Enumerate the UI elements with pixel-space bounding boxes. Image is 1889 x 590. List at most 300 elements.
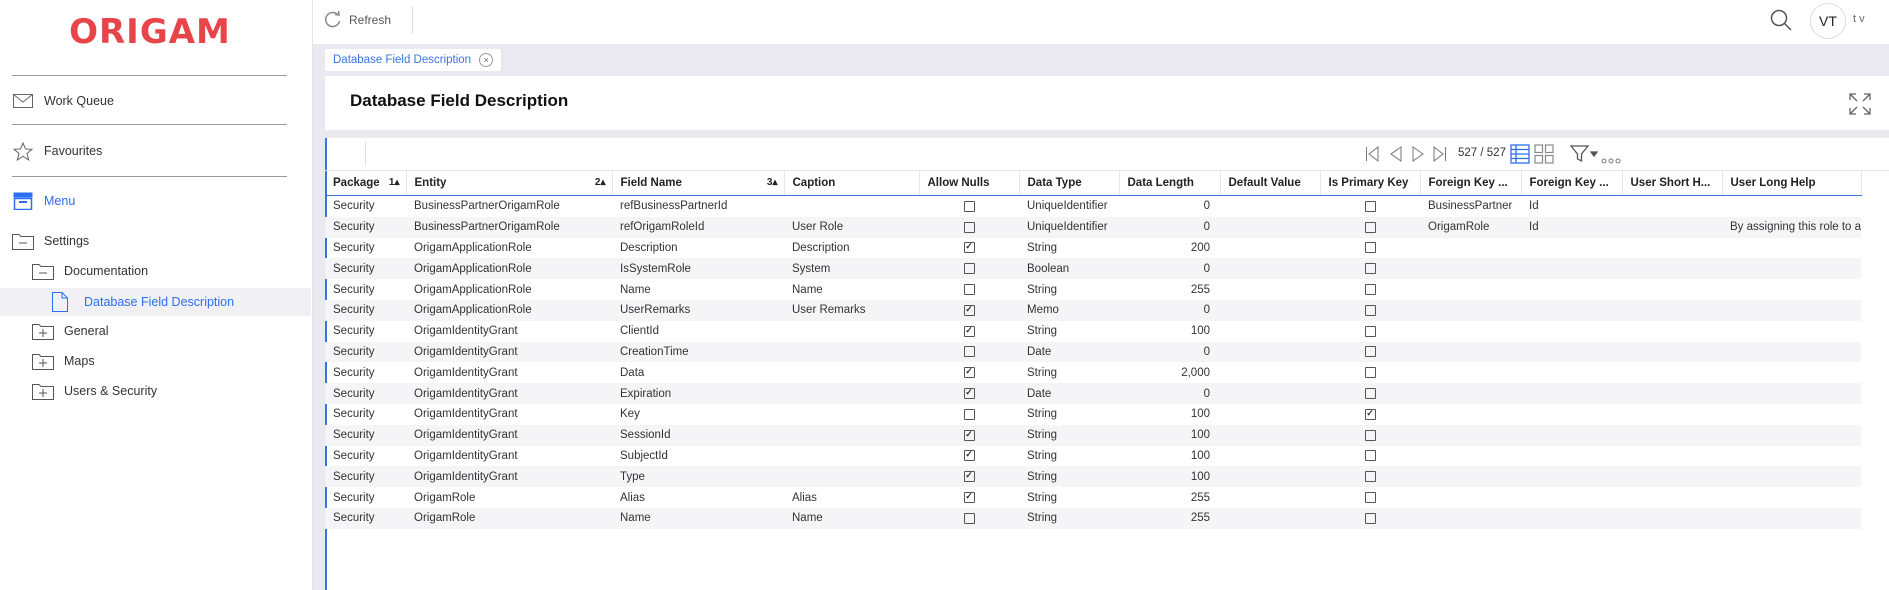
- allow-nulls-cell[interactable]: [919, 487, 1019, 508]
- cell-entity[interactable]: OrigamIdentityGrant: [414, 449, 518, 462]
- allow-nulls-cell[interactable]: [919, 258, 1019, 279]
- cell-default-value[interactable]: [1220, 258, 1320, 279]
- cell-entity[interactable]: OrigamIdentityGrant: [414, 408, 518, 421]
- cell-foreign-key-entity[interactable]: [1420, 238, 1521, 259]
- cell-user-short-help[interactable]: [1622, 446, 1722, 467]
- allow-nulls-checkbox[interactable]: [964, 346, 975, 357]
- filter-icon[interactable]: [1570, 145, 1598, 166]
- cell-user-short-help[interactable]: [1622, 508, 1722, 529]
- column-header-entity[interactable]: [406, 171, 612, 196]
- cell-user-short-help[interactable]: [1622, 404, 1722, 425]
- table-row[interactable]: [325, 446, 1861, 467]
- allow-nulls-checkbox[interactable]: [964, 409, 975, 420]
- primary-key-checkbox[interactable]: [1365, 513, 1376, 524]
- cell-data-type[interactable]: String: [1027, 408, 1058, 421]
- cell-data-length[interactable]: 255: [1190, 283, 1210, 296]
- cell-entity[interactable]: OrigamApplicationRole: [414, 283, 532, 296]
- column-header-field-name[interactable]: [612, 171, 784, 196]
- cell-default-value[interactable]: [1220, 217, 1320, 238]
- cell-foreign-key-field[interactable]: [1521, 404, 1622, 425]
- cell-package[interactable]: Security: [325, 466, 406, 487]
- cell-caption[interactable]: [784, 425, 919, 446]
- table-row[interactable]: [325, 217, 1861, 238]
- column-header-foreign-key-field[interactable]: [1521, 171, 1622, 196]
- primary-key-cell[interactable]: [1320, 404, 1420, 425]
- cell-default-value[interactable]: [1220, 362, 1320, 383]
- allow-nulls-checkbox[interactable]: [964, 201, 975, 212]
- cell-data-length[interactable]: 0: [1119, 217, 1220, 238]
- sidebar-divider: [12, 75, 287, 76]
- cell-caption[interactable]: Alias: [792, 491, 817, 504]
- cell-foreign-key-entity[interactable]: [1420, 404, 1521, 425]
- allow-nulls-checkbox[interactable]: [964, 305, 975, 316]
- cell-package[interactable]: Security: [333, 241, 375, 254]
- cell-user-short-help[interactable]: [1622, 487, 1722, 508]
- cell-package[interactable]: Security: [333, 283, 375, 296]
- cell-user-short-help[interactable]: [1622, 217, 1722, 238]
- cell-entity[interactable]: OrigamIdentityGrant: [406, 466, 612, 487]
- cell-caption[interactable]: System: [784, 258, 919, 279]
- primary-key-checkbox[interactable]: [1365, 346, 1376, 357]
- table-row[interactable]: [325, 279, 1861, 300]
- primary-key-checkbox[interactable]: [1365, 263, 1376, 274]
- cell-foreign-key-field[interactable]: [1521, 300, 1622, 321]
- cell-data-type[interactable]: UniqueIdentifier: [1019, 217, 1119, 238]
- cell-default-value[interactable]: [1220, 425, 1320, 446]
- cell-caption[interactable]: Description: [792, 241, 850, 254]
- cell-data-length[interactable]: 255: [1119, 508, 1220, 529]
- cell-entity[interactable]: OrigamIdentityGrant: [406, 425, 612, 446]
- cell-entity[interactable]: OrigamApplicationRole: [406, 300, 612, 321]
- cell-field-name[interactable]: CreationTime: [612, 342, 784, 363]
- next-record-icon[interactable]: [1410, 146, 1426, 165]
- cell-entity[interactable]: OrigamApplicationRole: [414, 241, 532, 254]
- cell-field-name[interactable]: SubjectId: [620, 449, 668, 462]
- tree-item-general[interactable]: [32, 318, 108, 344]
- cell-data-type[interactable]: String: [1019, 466, 1119, 487]
- cell-package[interactable]: Security: [325, 217, 406, 238]
- allow-nulls-checkbox[interactable]: [964, 513, 975, 524]
- cell-user-short-help[interactable]: [1622, 196, 1722, 217]
- allow-nulls-checkbox[interactable]: [964, 326, 975, 337]
- app-logo[interactable]: ORIGAM: [69, 12, 231, 52]
- primary-key-cell[interactable]: [1320, 258, 1420, 279]
- cell-foreign-key-entity[interactable]: OrigamRole: [1420, 217, 1521, 238]
- cell-default-value[interactable]: [1220, 383, 1320, 404]
- allow-nulls-cell[interactable]: [919, 446, 1019, 467]
- cell-default-value[interactable]: [1220, 466, 1320, 487]
- cell-data-type[interactable]: String: [1027, 491, 1058, 504]
- cell-foreign-key-field[interactable]: [1521, 508, 1622, 529]
- cell-user-short-help[interactable]: [1622, 321, 1722, 342]
- cell-field-name[interactable]: Alias: [620, 491, 645, 504]
- cell-user-short-help[interactable]: [1622, 238, 1722, 259]
- table-row[interactable]: [325, 258, 1861, 279]
- column-header-data-length[interactable]: [1119, 171, 1220, 196]
- primary-key-cell[interactable]: [1320, 217, 1420, 238]
- cell-foreign-key-field[interactable]: [1521, 258, 1622, 279]
- cell-user-long-help[interactable]: [1722, 487, 1861, 508]
- allow-nulls-cell[interactable]: [919, 342, 1019, 363]
- more-options-icon[interactable]: [1601, 153, 1621, 167]
- column-header-is-primary-key[interactable]: [1320, 171, 1420, 196]
- cell-foreign-key-field[interactable]: Id: [1529, 200, 1539, 213]
- cell-entity[interactable]: BusinessPartnerOrigamRole: [414, 200, 560, 213]
- primary-key-checkbox[interactable]: [1365, 409, 1376, 420]
- cell-user-short-help[interactable]: [1622, 279, 1722, 300]
- allow-nulls-checkbox[interactable]: [964, 284, 975, 295]
- cell-field-name[interactable]: Name: [620, 283, 651, 296]
- cell-user-long-help[interactable]: [1722, 362, 1861, 383]
- cell-data-type[interactable]: String: [1019, 508, 1119, 529]
- cell-data-type[interactable]: String: [1027, 449, 1058, 462]
- user-name[interactable]: t v: [1853, 13, 1865, 25]
- primary-key-checkbox[interactable]: [1365, 284, 1376, 295]
- column-header-data-type[interactable]: [1019, 171, 1119, 196]
- cell-default-value[interactable]: [1220, 446, 1320, 467]
- allow-nulls-cell[interactable]: [919, 508, 1019, 529]
- cell-entity[interactable]: OrigamIdentityGrant: [414, 366, 518, 379]
- sidebar-divider: [12, 124, 287, 125]
- table-row[interactable]: [325, 238, 1861, 259]
- allow-nulls-checkbox[interactable]: [964, 222, 975, 233]
- cell-field-name[interactable]: Data: [620, 366, 645, 379]
- cell-foreign-key-field[interactable]: [1521, 342, 1622, 363]
- cell-foreign-key-entity[interactable]: [1420, 425, 1521, 446]
- allow-nulls-checkbox[interactable]: [964, 367, 975, 378]
- data-grid: [325, 171, 1862, 529]
- cell-foreign-key-entity[interactable]: [1420, 300, 1521, 321]
- table-row[interactable]: [325, 362, 1861, 383]
- cell-data-length[interactable]: 100: [1190, 325, 1210, 338]
- primary-key-cell[interactable]: [1320, 383, 1420, 404]
- cell-field-name[interactable]: UserRemarks: [612, 300, 784, 321]
- allow-nulls-checkbox[interactable]: [964, 388, 975, 399]
- cell-caption[interactable]: [784, 383, 919, 404]
- cell-caption[interactable]: User Role: [784, 217, 919, 238]
- column-header-user-long-help[interactable]: [1722, 171, 1861, 196]
- cell-package[interactable]: Security: [325, 258, 406, 279]
- cell-foreign-key-field[interactable]: [1521, 487, 1622, 508]
- cell-caption[interactable]: [784, 466, 919, 487]
- cell-entity[interactable]: OrigamRole: [406, 508, 612, 529]
- cell-field-name[interactable]: IsSystemRole: [612, 258, 784, 279]
- cell-caption[interactable]: [784, 362, 919, 383]
- cell-foreign-key-entity[interactable]: [1420, 321, 1521, 342]
- cell-package[interactable]: Security: [325, 508, 406, 529]
- cell-user-long-help[interactable]: [1722, 300, 1861, 321]
- sidebar-item-favourites[interactable]: [12, 137, 102, 165]
- cell-user-short-help[interactable]: [1622, 300, 1722, 321]
- cell-foreign-key-entity[interactable]: [1420, 508, 1521, 529]
- cell-entity[interactable]: OrigamIdentityGrant: [414, 325, 518, 338]
- table-row[interactable]: [325, 404, 1861, 425]
- cell-default-value[interactable]: [1220, 196, 1320, 217]
- toolbar-divider: [365, 142, 366, 166]
- primary-key-cell[interactable]: [1320, 321, 1420, 342]
- allow-nulls-cell[interactable]: [919, 238, 1019, 259]
- cell-field-name[interactable]: ClientId: [620, 325, 659, 338]
- cell-default-value[interactable]: [1220, 404, 1320, 425]
- allow-nulls-cell[interactable]: [919, 404, 1019, 425]
- allow-nulls-checkbox[interactable]: [964, 492, 975, 503]
- table-row[interactable]: [325, 487, 1861, 508]
- cell-package[interactable]: Security: [333, 366, 375, 379]
- cell-default-value[interactable]: [1220, 300, 1320, 321]
- cell-caption[interactable]: User Remarks: [784, 300, 919, 321]
- table-row[interactable]: [325, 383, 1861, 404]
- cell-entity[interactable]: OrigamApplicationRole: [406, 258, 612, 279]
- cell-package[interactable]: Security: [325, 300, 406, 321]
- cell-entity[interactable]: OrigamIdentityGrant: [406, 342, 612, 363]
- cell-user-long-help[interactable]: [1722, 383, 1861, 404]
- cell-data-length[interactable]: 0: [1119, 300, 1220, 321]
- cell-data-type[interactable]: String: [1019, 425, 1119, 446]
- cell-user-long-help[interactable]: [1722, 404, 1861, 425]
- cell-foreign-key-entity[interactable]: [1420, 487, 1521, 508]
- cell-caption[interactable]: [784, 342, 919, 363]
- cell-user-long-help[interactable]: By assigning this role to a: [1722, 217, 1861, 238]
- cell-user-long-help[interactable]: [1722, 466, 1861, 487]
- cell-user-long-help[interactable]: [1722, 279, 1861, 300]
- refresh-button[interactable]: [323, 8, 391, 32]
- fullscreen-icon[interactable]: [1849, 93, 1871, 118]
- cell-user-long-help[interactable]: [1722, 446, 1861, 467]
- cell-package[interactable]: Security: [333, 200, 375, 213]
- allow-nulls-cell[interactable]: [919, 425, 1019, 446]
- table-row[interactable]: [325, 508, 1861, 529]
- cell-user-short-help[interactable]: [1622, 383, 1722, 404]
- table-row[interactable]: [325, 425, 1861, 446]
- cell-user-short-help[interactable]: [1622, 258, 1722, 279]
- cell-field-name[interactable]: refBusinessPartnerId: [620, 200, 728, 213]
- cell-caption[interactable]: Name: [784, 508, 919, 529]
- cell-foreign-key-entity[interactable]: [1420, 446, 1521, 467]
- primary-key-checkbox[interactable]: [1365, 201, 1376, 212]
- cell-package[interactable]: Security: [325, 425, 406, 446]
- cell-user-long-help[interactable]: [1722, 238, 1861, 259]
- user-avatar[interactable]: VT: [1810, 3, 1846, 39]
- column-header-allow-nulls[interactable]: [919, 171, 1019, 196]
- table-row[interactable]: [325, 300, 1861, 321]
- cell-package[interactable]: Security: [333, 325, 375, 338]
- close-icon[interactable]: ×: [479, 53, 493, 67]
- cell-foreign-key-entity[interactable]: [1420, 279, 1521, 300]
- cell-field-name[interactable]: Name: [612, 508, 784, 529]
- cell-default-value[interactable]: [1220, 342, 1320, 363]
- sidebar-item-menu[interactable]: [12, 187, 75, 215]
- cell-default-value[interactable]: [1220, 321, 1320, 342]
- primary-key-cell[interactable]: [1320, 196, 1420, 217]
- allow-nulls-cell[interactable]: [919, 300, 1019, 321]
- column-header-user-short-help[interactable]: [1622, 171, 1722, 196]
- table-row[interactable]: [325, 321, 1861, 342]
- cell-foreign-key-field[interactable]: [1521, 466, 1622, 487]
- cell-user-short-help[interactable]: [1622, 425, 1722, 446]
- tree-item-documentation[interactable]: [32, 258, 148, 284]
- table-row[interactable]: [325, 466, 1861, 487]
- primary-key-cell[interactable]: [1320, 425, 1420, 446]
- cell-user-short-help[interactable]: [1622, 342, 1722, 363]
- allow-nulls-cell[interactable]: [919, 466, 1019, 487]
- primary-key-checkbox[interactable]: [1365, 450, 1376, 461]
- primary-key-checkbox[interactable]: [1365, 222, 1376, 233]
- primary-key-checkbox[interactable]: [1365, 305, 1376, 316]
- previous-record-icon[interactable]: [1388, 146, 1404, 165]
- cell-data-length[interactable]: 100: [1190, 449, 1210, 462]
- allow-nulls-checkbox[interactable]: [964, 471, 975, 482]
- cell-data-length[interactable]: 100: [1119, 425, 1220, 446]
- primary-key-cell[interactable]: [1320, 508, 1420, 529]
- cell-entity[interactable]: OrigamIdentityGrant: [406, 383, 612, 404]
- cell-foreign-key-entity[interactable]: [1420, 383, 1521, 404]
- cell-user-long-help[interactable]: [1722, 342, 1861, 363]
- sort-order: 2: [594, 177, 601, 188]
- primary-key-checkbox[interactable]: [1365, 471, 1376, 482]
- cell-foreign-key-field[interactable]: Id: [1521, 217, 1622, 238]
- cell-default-value[interactable]: [1220, 487, 1320, 508]
- cell-data-length[interactable]: 0: [1119, 258, 1220, 279]
- cell-user-long-help[interactable]: [1722, 321, 1861, 342]
- cell-foreign-key-entity[interactable]: [1420, 258, 1521, 279]
- allow-nulls-cell[interactable]: [919, 196, 1019, 217]
- cell-foreign-key-field[interactable]: [1521, 425, 1622, 446]
- cell-foreign-key-entity[interactable]: BusinessPartner: [1428, 200, 1513, 213]
- primary-key-cell[interactable]: [1320, 466, 1420, 487]
- allow-nulls-checkbox[interactable]: [964, 263, 975, 274]
- column-header-foreign-key-entity[interactable]: [1420, 171, 1521, 196]
- cell-field-name[interactable]: refOrigamRoleId: [612, 217, 784, 238]
- cell-user-short-help[interactable]: [1622, 466, 1722, 487]
- cell-package[interactable]: Security: [325, 342, 406, 363]
- cell-caption[interactable]: [784, 404, 919, 425]
- cell-data-length[interactable]: 100: [1119, 466, 1220, 487]
- cell-data-type[interactable]: UniqueIdentifier: [1027, 200, 1108, 213]
- cell-default-value[interactable]: [1220, 279, 1320, 300]
- column-header-label: Is Primary Key: [1328, 177, 1409, 189]
- primary-key-cell[interactable]: [1320, 342, 1420, 363]
- allow-nulls-checkbox[interactable]: [964, 430, 975, 441]
- cell-foreign-key-field[interactable]: [1521, 238, 1622, 259]
- primary-key-cell[interactable]: [1320, 362, 1420, 383]
- primary-key-cell[interactable]: [1320, 238, 1420, 259]
- cell-caption[interactable]: [784, 196, 919, 217]
- cell-data-length[interactable]: 100: [1190, 408, 1210, 421]
- tree-item-database-field-description[interactable]: [52, 289, 234, 315]
- column-header-caption[interactable]: [784, 171, 919, 196]
- search-icon[interactable]: [1769, 8, 1793, 35]
- cell-field-name[interactable]: Description: [620, 241, 678, 254]
- cell-package[interactable]: Security: [333, 408, 375, 421]
- cell-data-type[interactable]: Memo: [1019, 300, 1119, 321]
- cell-data-type[interactable]: Date: [1019, 383, 1119, 404]
- tree-item-settings[interactable]: [12, 228, 89, 254]
- table-row[interactable]: [325, 342, 1861, 363]
- cell-foreign-key-field[interactable]: [1521, 383, 1622, 404]
- allow-nulls-cell[interactable]: [919, 279, 1019, 300]
- primary-key-checkbox[interactable]: [1365, 430, 1376, 441]
- cell-caption[interactable]: [784, 321, 919, 342]
- cell-foreign-key-field[interactable]: [1521, 279, 1622, 300]
- cell-data-type[interactable]: String: [1027, 366, 1058, 379]
- cell-field-name[interactable]: Type: [612, 466, 784, 487]
- primary-key-checkbox[interactable]: [1365, 388, 1376, 399]
- cell-package[interactable]: Security: [333, 449, 375, 462]
- cell-package[interactable]: Security: [325, 383, 406, 404]
- cell-user-long-help[interactable]: [1722, 508, 1861, 529]
- cell-data-type[interactable]: String: [1027, 241, 1058, 254]
- primary-key-cell[interactable]: [1320, 487, 1420, 508]
- cell-data-type[interactable]: String: [1027, 325, 1058, 338]
- cell-default-value[interactable]: [1220, 238, 1320, 259]
- cell-data-length[interactable]: 2,000: [1181, 366, 1210, 379]
- primary-key-cell[interactable]: [1320, 300, 1420, 321]
- cell-field-name[interactable]: Key: [620, 408, 640, 421]
- cell-field-name[interactable]: Expiration: [612, 383, 784, 404]
- allow-nulls-cell[interactable]: [919, 383, 1019, 404]
- cell-user-long-help[interactable]: [1722, 258, 1861, 279]
- cell-user-long-help[interactable]: [1722, 425, 1861, 446]
- primary-key-checkbox[interactable]: [1365, 367, 1376, 378]
- cell-foreign-key-field[interactable]: [1521, 362, 1622, 383]
- cell-foreign-key-entity[interactable]: [1420, 342, 1521, 363]
- cell-foreign-key-entity[interactable]: [1420, 362, 1521, 383]
- cell-data-type[interactable]: Boolean: [1019, 258, 1119, 279]
- cell-user-short-help[interactable]: [1622, 362, 1722, 383]
- cell-user-long-help[interactable]: [1722, 196, 1861, 217]
- cell-field-name[interactable]: SessionId: [612, 425, 784, 446]
- cell-data-length[interactable]: 0: [1119, 383, 1220, 404]
- primary-key-cell[interactable]: [1320, 279, 1420, 300]
- first-record-icon[interactable]: [1364, 146, 1380, 165]
- cell-data-length[interactable]: 0: [1119, 342, 1220, 363]
- allow-nulls-cell[interactable]: [919, 362, 1019, 383]
- cell-foreign-key-field[interactable]: [1521, 446, 1622, 467]
- allow-nulls-cell[interactable]: [919, 217, 1019, 238]
- cell-entity[interactable]: BusinessPartnerOrigamRole: [406, 217, 612, 238]
- last-record-icon[interactable]: [1432, 146, 1448, 165]
- cell-data-length[interactable]: 0: [1203, 200, 1210, 213]
- primary-key-checkbox[interactable]: [1365, 326, 1376, 337]
- tab-database-field-description[interactable]: [325, 49, 501, 71]
- table-row[interactable]: [325, 196, 1861, 217]
- cell-foreign-key-field[interactable]: [1521, 321, 1622, 342]
- cell-caption[interactable]: [784, 446, 919, 467]
- form-view-icon[interactable]: [1534, 144, 1554, 167]
- primary-key-checkbox[interactable]: [1365, 492, 1376, 503]
- allow-nulls-checkbox[interactable]: [964, 450, 975, 461]
- allow-nulls-cell[interactable]: [919, 321, 1019, 342]
- cell-caption[interactable]: Name: [792, 283, 823, 296]
- primary-key-cell[interactable]: [1320, 446, 1420, 467]
- table-view-icon[interactable]: [1510, 144, 1530, 167]
- sidebar-item-work-queue[interactable]: [12, 87, 114, 115]
- cell-data-type[interactable]: String: [1027, 283, 1058, 296]
- primary-key-checkbox[interactable]: [1365, 242, 1376, 253]
- allow-nulls-checkbox[interactable]: [964, 242, 975, 253]
- cell-data-length[interactable]: 200: [1190, 241, 1210, 254]
- cell-data-type[interactable]: Date: [1019, 342, 1119, 363]
- column-header-package[interactable]: [325, 171, 406, 196]
- cell-default-value[interactable]: [1220, 508, 1320, 529]
- cell-foreign-key-entity[interactable]: [1420, 466, 1521, 487]
- tree-item-maps[interactable]: [32, 348, 95, 374]
- cell-entity[interactable]: OrigamRole: [414, 491, 476, 504]
- tree-item-users-security[interactable]: [32, 378, 157, 404]
- column-header-default-value[interactable]: [1220, 171, 1320, 196]
- cell-data-length[interactable]: 255: [1190, 491, 1210, 504]
- cell-package[interactable]: Security: [333, 491, 375, 504]
